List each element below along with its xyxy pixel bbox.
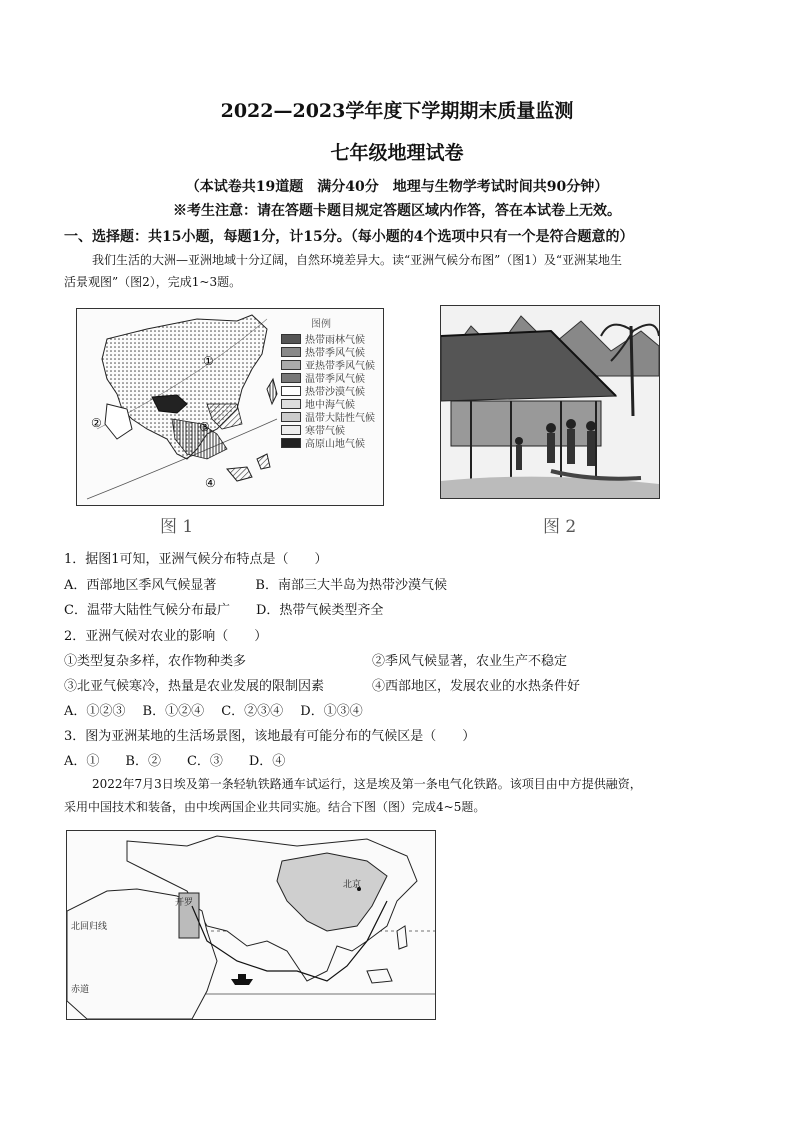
question-1-options-cd: C．温带大陆性气候分布最广 D．热带气候类型齐全 xyxy=(64,603,384,618)
intro2-line2: 采用中国技术和装备，由中埃两国企业共同实施。结合下图（图）完成4~5题。 xyxy=(64,800,486,814)
legend-label: 亚热带季风气候 xyxy=(305,361,375,372)
legend-label: 地中海气候 xyxy=(305,400,355,411)
route-map-graphic xyxy=(67,831,435,1019)
exam-title: 2022—2023学年度下学期期末质量监测 xyxy=(220,100,574,122)
question-2-item-4: ④西部地区，发展农业的水热条件好 xyxy=(372,679,581,694)
figure1-asia-climate-map xyxy=(76,308,384,506)
legend-label: 热带季风气候 xyxy=(305,348,365,359)
legend-label: 热带雨林气候 xyxy=(305,335,365,346)
label-tropic: 北回归线 xyxy=(71,922,108,932)
ship-icon xyxy=(231,974,253,985)
legend-item xyxy=(281,436,375,449)
intro1-line1: 我们生活的大洲—亚洲地域十分辽阔，自然环境差异大。读“亚洲气候分布图”（图1）及“亚洲某地生 xyxy=(92,253,623,267)
exam-subtitle: 七年级地理试卷 xyxy=(330,142,464,164)
question-1-stem: 1．据图1可知，亚洲气候分布特点是（ ） xyxy=(64,552,328,567)
figure1-legend xyxy=(281,315,375,449)
label-cairo: 开罗 xyxy=(175,898,194,908)
intro1-line2: 活景观图”（图2），完成1~3题。 xyxy=(64,275,242,289)
scene-graphic xyxy=(441,306,659,498)
legend-swatch xyxy=(281,373,301,383)
label-equator: 赤道 xyxy=(71,985,90,995)
legend-label: 温带大陆性气候 xyxy=(305,413,375,424)
legend-swatch xyxy=(281,347,301,357)
question-2-stem: 2．亚洲气候对农业的影响（ ） xyxy=(64,629,268,644)
legend-swatch xyxy=(281,438,301,448)
legend-label: 寒带气候 xyxy=(305,426,345,437)
figure2-caption: 图 2 xyxy=(543,517,577,537)
legend-swatch xyxy=(281,360,301,370)
figure3-route-map xyxy=(66,830,436,1020)
marker-3: ③ xyxy=(199,420,210,434)
question-3-options: A．① B．② C．③ D．④ xyxy=(64,754,286,769)
label-beijing: 北京 xyxy=(343,880,362,890)
legend-label: 热带沙漠气候 xyxy=(305,387,365,398)
exam-note: （本试卷共19道题 满分40分 地理与生物学考试时间共90分钟） xyxy=(185,179,609,195)
question-3-stem: 3．图为亚洲某地的生活场景图，该地最有可能分布的气候区是（ ） xyxy=(64,729,476,744)
legend-label: 温带季风气候 xyxy=(305,374,365,385)
legend-label: 高原山地气候 xyxy=(305,439,365,450)
question-2-item-2: ②季风气候显著，农业生产不稳定 xyxy=(372,654,568,669)
legend-title: 图例 xyxy=(311,319,331,330)
legend-swatch xyxy=(281,399,301,409)
legend-swatch xyxy=(281,334,301,344)
intro2-line1: 2022年7月3日埃及第一条轻轨铁路通车试运行，这是埃及第一条电气化铁路。该项目由中方提供融资， xyxy=(92,777,642,791)
figure2-life-scene xyxy=(440,305,660,499)
figure1-caption: 图 1 xyxy=(160,517,194,537)
legend-swatch xyxy=(281,412,301,422)
question-2-item-1: ①类型复杂多样，农作物种类多 xyxy=(64,654,247,669)
question-2-item-3: ③北亚气候寒冷，热量是农业发展的限制因素 xyxy=(64,679,325,694)
marker-4: ④ xyxy=(205,476,216,490)
section-heading: 一、选择题：共15小题，每题1分，计15分。（每小题的4个选项中只有一个是符合题意的） xyxy=(64,229,634,245)
question-1-options-ab: A．西部地区季风气候显著 B．南部三大半岛为热带沙漠气候 xyxy=(64,578,447,593)
marker-1: ① xyxy=(203,354,214,368)
legend-swatch xyxy=(281,425,301,435)
exam-notice: ※考生注意：请在答题卡题目规定答题区域内作答，答在本试卷上无效。 xyxy=(173,203,621,219)
question-2-options: A．①②③ B．①②④ C．②③④ D．①③④ xyxy=(64,704,363,719)
marker-2: ② xyxy=(91,416,102,430)
legend-swatch xyxy=(281,386,301,396)
